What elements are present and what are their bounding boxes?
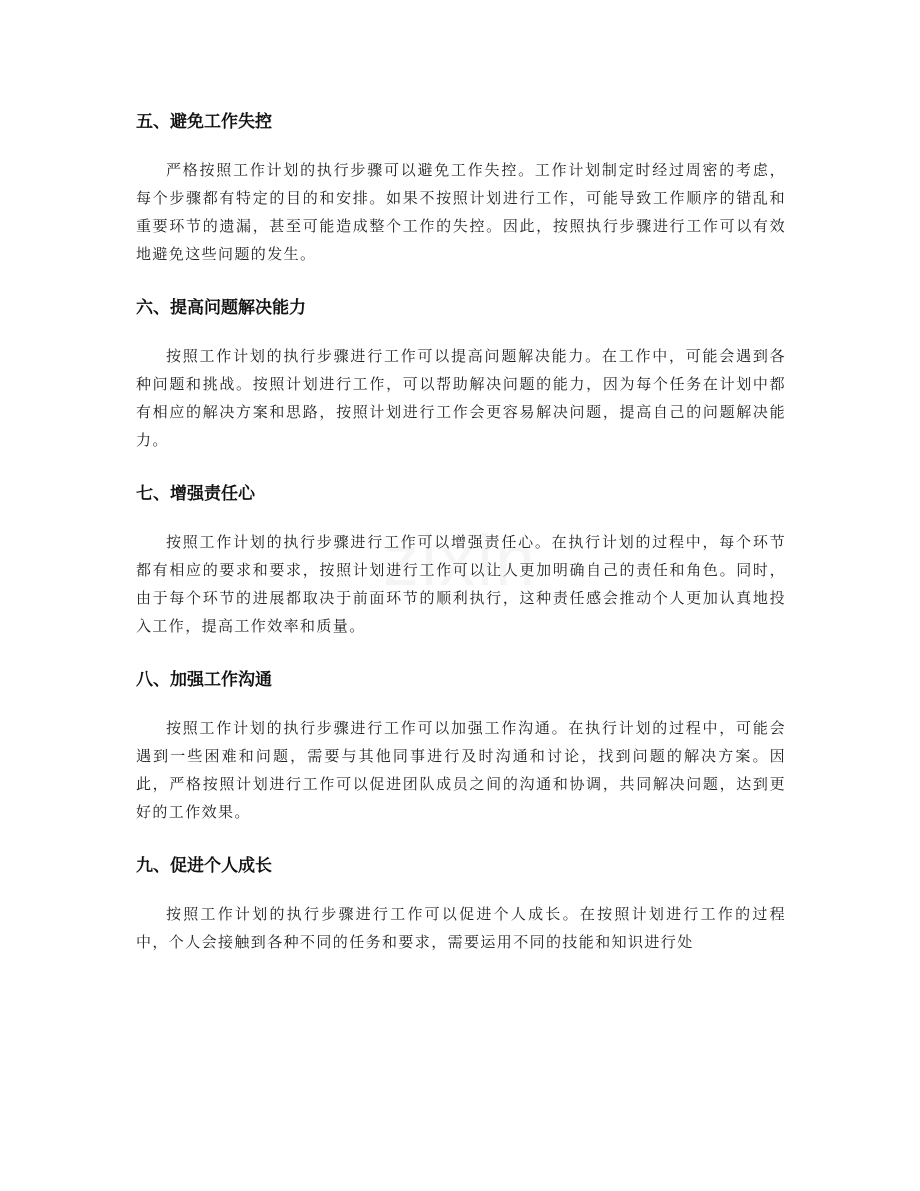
section-heading: 八、加强工作沟通 <box>136 670 272 690</box>
section-5 <box>136 104 786 268</box>
section-9 <box>136 848 786 956</box>
document-body <box>136 104 786 956</box>
section-paragraph: 按照工作计划的执行步骤进行工作可以促进个人成长。在按照计划进行工作的过程中，个人会接触到各种不同的任务和要求，需要运用不同的技能和知识进行处 <box>136 905 786 951</box>
section-heading: 七、增强责任心 <box>136 484 255 504</box>
section-paragraph: 按照工作计划的执行步骤进行工作可以加强工作沟通。在执行计划的过程中，可能会遇到一些困难和问题，需要与其他同事进行及时沟通和讨论，找到问题的解决方案。因此，严格按照计划进行工作可以促进团队成员之间的沟通和协调，共同解决问题，达到更好的工作效果。 <box>136 719 786 821</box>
section-6 <box>136 290 786 454</box>
section-heading: 五、避免工作失控 <box>136 112 272 132</box>
section-8 <box>136 662 786 826</box>
section-7 <box>136 476 786 640</box>
section-paragraph: 严格按照工作计划的执行步骤可以避免工作失控。工作计划制定时经过周密的考虑，每个步骤都有特定的目的和安排。如果不按照计划进行工作，可能导致工作顺序的错乱和重要环节的遗漏，甚至可能造成整个工作的失控。因此，按照执行步骤进行工作可以有效地避免这些问题的发生。 <box>136 161 786 263</box>
section-heading: 六、提高问题解决能力 <box>136 298 306 318</box>
section-heading: 九、促进个人成长 <box>136 856 272 876</box>
section-paragraph: 按照工作计划的执行步骤进行工作可以增强责任心。在执行计划的过程中，每个环节都有相应的要求和要求，按照计划进行工作可以让人更加明确自己的责任和角色。同时，由于每个环节的进展都取决于前面环节的顺利执行，这种责任感会推动个人更加认真地投入工作，提高工作效率和质量。 <box>136 533 786 635</box>
section-paragraph: 按照工作计划的执行步骤进行工作可以提高问题解决能力。在工作中，可能会遇到各种问题和挑战。按照计划进行工作，可以帮助解决问题的能力，因为每个任务在计划中都有相应的解决方案和思路，按照计划进行工作会更容易解决问题，提高自己的问题解决能力。 <box>136 347 786 449</box>
